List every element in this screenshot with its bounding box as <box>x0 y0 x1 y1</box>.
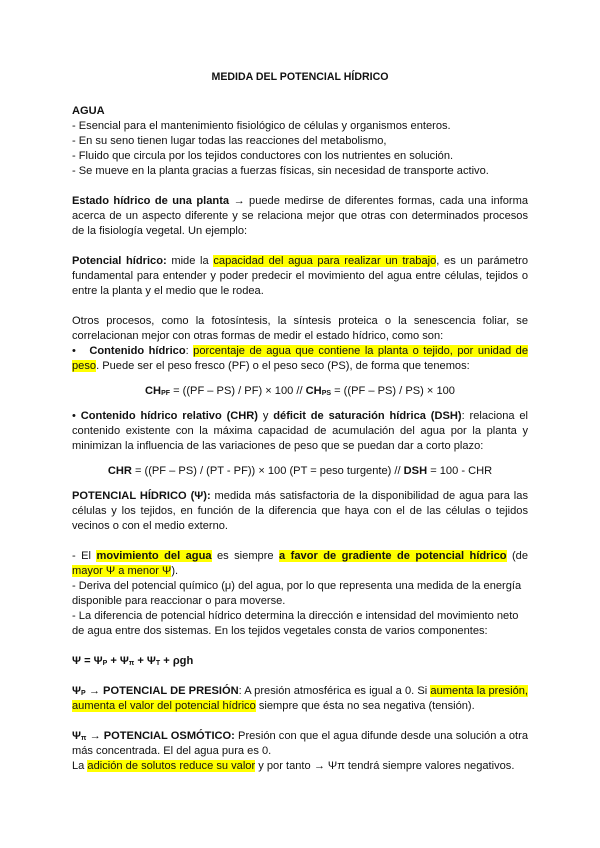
highlight: capacidad del agua para realizar un trabajo <box>213 255 437 267</box>
potencial-presion-paragraph: $\Psi_P$ → POTENCIAL DE PRESIÓN: A presión atmosférica es igual a 0. Si aumenta la presión, aumenta el valor del potencial hídrico siempre que ésta no sea negativa (tensión). <box>72 685 528 712</box>
deriva-line: - Deriva del potencial químico (μ) del agua, por lo que representa una medida de la energía disponible para reaccionar o para moverse. <box>72 580 522 607</box>
movimiento-agua-line: - El movimiento del agua es siempre a favor de gradiente de potencial hídrico (de mayor Ψ a menor Ψ). <box>72 550 529 577</box>
formula-contenido-hidrico: $CH_{PF} = ((PF - PS) / PF) \times 100 // CH_{PS} = ((PF - PS) / PS) \times 100$ <box>145 385 455 397</box>
section-agua <box>72 104 528 179</box>
highlight: movimiento del agua <box>96 550 212 562</box>
potencial-term: Potencial hídrico: <box>72 255 167 267</box>
highlight: adición de solutos reduce su valor <box>87 760 256 772</box>
contenido-term: Contenido hídrico <box>89 345 186 357</box>
agua-item: - Esencial para el mantenimiento fisiológico de células y organismos enteros. <box>72 120 451 132</box>
highlight: aumenta la presión, aumenta el valor del potencial hídrico <box>72 685 528 712</box>
solutos-line: La adición de solutos reduce su valor y por tanto → Ψπ tendrá siempre valores negativos. <box>72 760 515 772</box>
otros-procesos-paragraph: Otros procesos, como la fotosíntesis, la síntesis proteica o la senescencia foliar, se correlacionan mejor con otras formas de medir el estado hídrico, como son: <box>72 315 528 342</box>
agua-item: - Se mueve en la planta gracias a fuerzas físicas, sin necesidad de transporte activo. <box>72 165 489 177</box>
potencial-hidrico-paragraph: Potencial hídrico: mide la capacidad del agua para realizar un trabajo, es un parámetro fundamental para entender y poder predecir el movimiento del agua entre células, tejidos o entre la planta y el medio que le rodea. <box>72 255 528 297</box>
estado-term: Estado hídrico de una planta <box>72 195 230 207</box>
diferencia-line: - La diferencia de potencial hídrico determina la dirección e intensidad del movimiento neto de agua entre dos sistemas. En los tejidos vegetales consta de varios componentes: <box>72 610 519 637</box>
agua-item: - En su seno tienen lugar todas las reacciones del metabolismo, <box>72 135 387 147</box>
psi-term: POTENCIAL HÍDRICO (Ψ): <box>72 490 211 502</box>
dsh-term: déficit de saturación hídrica (DSH) <box>273 410 462 422</box>
potencial-psi-paragraph: POTENCIAL HÍDRICO (Ψ): medida más satisfactoria de la disponibilidad de agua para las células y los tejidos, en función de la diferencia que haya con el de las células o tejidos vecinos o con el medio externo. <box>72 490 528 532</box>
highlight: a favor de gradiente de potencial hídrico <box>279 550 507 562</box>
potencial-osmotico-paragraph: $\Psi_\pi$ → POTENCIAL OSMÓTICO: Presión con que el agua difunde desde una solución a otra más concentrada. El del agua pura es 0. <box>72 730 528 757</box>
formula-chr-dsh: CHR = ((PF – PS) / (PT - PF)) × 100 (PT = peso turgente) // DSH = 100 - CHR <box>107 465 493 477</box>
psi-equation: $\Psi = \Psi_P + \Psi_\pi + \Psi_T + \rho gh$ <box>72 655 194 667</box>
agua-item: - Fluido que circula por los tejidos conductores con los nutrientes en solución. <box>72 150 454 162</box>
highlight: porcentaje de agua que contiene la planta o tejido, por unidad de peso <box>72 345 528 372</box>
agua-heading: AGUA <box>72 105 105 117</box>
estado-hidrico-paragraph: Estado hídrico de una planta → puede medirse de diferentes formas, cada una informa acerca de un aspecto diferente y se relaciona mejor que otras con determinados procesos de la fisiología vegetal. Un ejemplo: <box>72 195 528 237</box>
contenido-relativo-paragraph: • Contenido hídrico relativo (CHR) y déficit de saturación hídrica (DSH): relaciona el contenido existente con la máxima capacidad de acumulación del agua por la planta y minimizan la influencia de las variaciones de peso que se puedan dar a corto plazo: <box>72 410 529 452</box>
contenido-hidrico-paragraph: • Contenido hídrico: porcentaje de agua que contiene la planta o tejido, por unidad de peso. Puede ser el peso fresco (PF) o el peso seco (PS), de forma que tenemos: <box>72 345 528 372</box>
highlight: mayor Ψ a menor Ψ <box>72 565 172 577</box>
document-title: MEDIDA DEL POTENCIAL HÍDRICO <box>211 71 389 83</box>
chr-term: Contenido hídrico relativo (CHR) <box>80 410 259 422</box>
document-page <box>72 70 528 774</box>
